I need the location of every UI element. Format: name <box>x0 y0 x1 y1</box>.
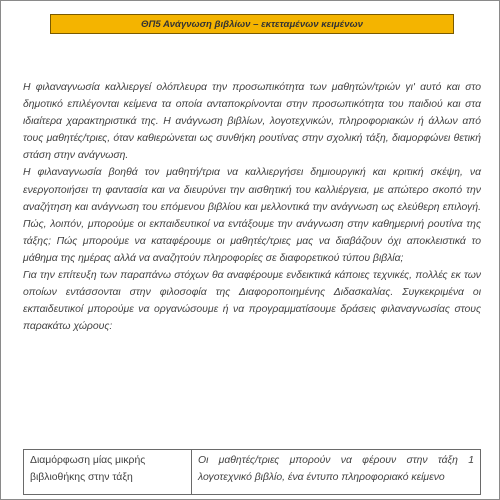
section-title-banner <box>50 14 454 34</box>
table-cell-text: Οι μαθητές/τριες μπορούν να φέρουν στην τάξη 1 λογοτεχνικό βιβλίο, ένα έντυπο πληροφοριακό κείμενο <box>192 450 481 495</box>
table-row <box>24 450 481 495</box>
activities-table <box>23 449 481 495</box>
paragraph-1: Η φιλαναγνωσία καλλιεργεί ολόπλευρα την προσωπικότητα των μαθητών/τριών γι' αυτό και στο δημοτικό επιλέγονται κείμενα τα οποία ανταποκρίνονται στην προσωπικότητα του παιδιού και στα ιδιαίτερα χαρακτηριστικά της. Η ανάγνωση βιβλίων, λογοτεχνικών, πληροφοριακών ή άλλων από τους μαθητές/τριες, όταν καθιερώνεται ως συνθήκη ρουτίνας στην σχολική τάξη, διαμορφώνει θετική στάση στην ανάγνωση. <box>23 82 481 162</box>
paragraph-2: Η φιλαναγνωσία βοηθά τον μαθητή/τρια να καλλιεργήσει δημιουργική και κριτική σκέψη, να ενεργοποιήσει τη φαντασία και να διευρύνει την αισθητική του καλλιέργεια, με απώτερο σκοπό την αναζήτηση και ανάγνωση του επόμενου βιβλίου και μελλοντικά την ανάγνωση ως ελεύθερη επιλογή. Πώς, λοιπόν, μπορούμε οι εκπαιδευτικοί να εντάξουμε την ανάγνωση στην καθημερινή ρουτίνα της τάξης; Πώς μπορούμε να καταφέρουμε οι μαθητές/τριες μας να διαβάζουν όχι αποκλειστικά το μάθημα της ημέρας αλλά να αναζητούν πληροφορίες σε διαφορετικού τύπου βιβλία; <box>23 167 481 264</box>
table-cell-label: Διαμόρφωση μίας μικρής βιβλιοθήκης στην τάξη <box>24 450 192 495</box>
document-body <box>23 79 481 335</box>
section-title: ΘΠ5 Ανάγνωση βιβλίων – εκτεταμένων κειμένων <box>141 18 363 30</box>
paragraph-3: Για την επίτευξη των παραπάνω στόχων θα αναφέρουμε ενδεικτικά κάποιες τεχνικές, πολλές εκ των οποίων εντάσσονται στην φιλοσοφία της Διαφοροποιημένης Διδασκαλίας. Συγκεκριμένα οι εκπαιδευτικοί μπορούμε να οργανώσουμε ή να προγραμματίσουμε δράσεις φιλαναγνωσίας στους παρακάτω χώρους: <box>23 270 481 333</box>
